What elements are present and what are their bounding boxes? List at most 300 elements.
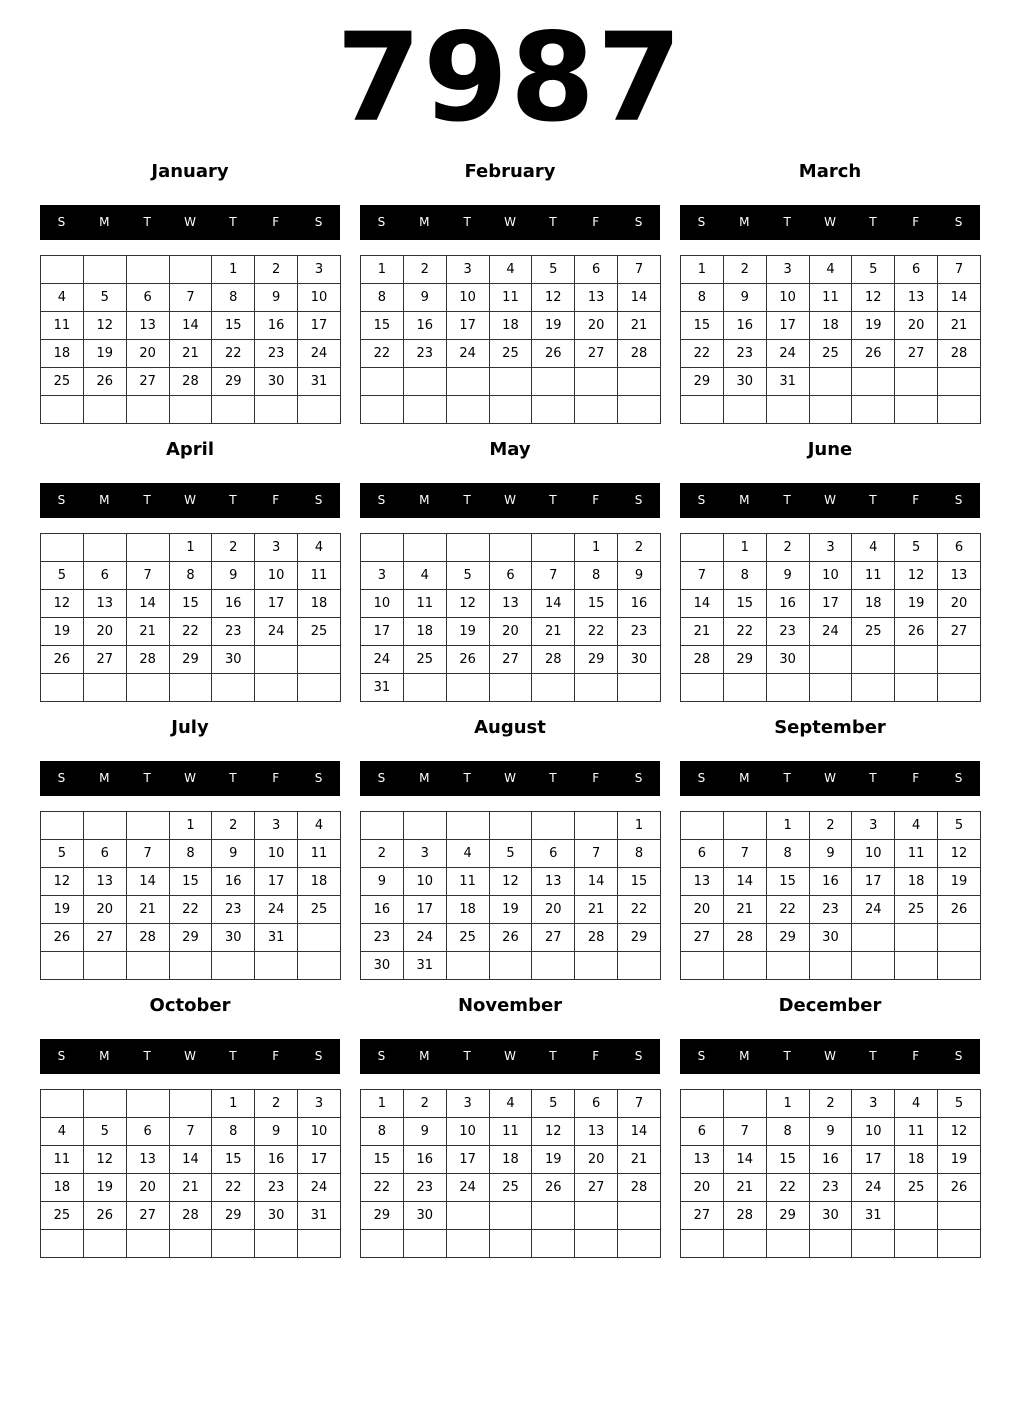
day-cell: 11 (489, 284, 532, 312)
empty-day-cell (83, 1230, 126, 1258)
weekday-label: T (549, 215, 557, 229)
day-cell: 27 (83, 924, 126, 952)
weekday-label: T (229, 493, 237, 507)
empty-day-cell (895, 368, 938, 396)
empty-day-cell (446, 368, 489, 396)
weekday-label: S (314, 215, 323, 229)
weekday-label: W (824, 771, 836, 785)
day-cell: 28 (169, 1202, 212, 1230)
weekday-label: M (739, 215, 750, 229)
empty-day-cell (361, 396, 404, 424)
week-row (361, 284, 661, 312)
day-cell: 21 (723, 1174, 766, 1202)
empty-day-cell (212, 674, 255, 702)
day-cell: 28 (618, 1174, 661, 1202)
day-cell: 6 (575, 1090, 618, 1118)
day-cell: 27 (681, 924, 724, 952)
day-cell: 9 (403, 1118, 446, 1146)
day-cell: 21 (126, 618, 169, 646)
day-cell: 2 (361, 840, 404, 868)
weekday-label: F (592, 215, 600, 229)
week-row (41, 396, 341, 424)
day-cell: 25 (809, 340, 852, 368)
weekday-label: W (504, 493, 516, 507)
day-cell: 29 (169, 646, 212, 674)
day-cell: 3 (255, 812, 298, 840)
day-cell: 16 (361, 896, 404, 924)
day-cell: 1 (361, 1090, 404, 1118)
empty-day-cell (126, 1230, 169, 1258)
day-cell: 23 (403, 340, 446, 368)
day-cell: 1 (361, 256, 404, 284)
empty-day-cell (895, 952, 938, 980)
day-cell: 7 (169, 1118, 212, 1146)
month-name: October (149, 995, 231, 1016)
day-cell: 24 (298, 340, 341, 368)
weekday-label: F (272, 215, 280, 229)
empty-day-cell (681, 1090, 724, 1118)
day-cell: 16 (255, 1146, 298, 1174)
day-cell: 14 (681, 590, 724, 618)
empty-day-cell (169, 256, 212, 284)
day-cell: 16 (618, 590, 661, 618)
day-cell: 9 (403, 284, 446, 312)
day-cell: 29 (575, 646, 618, 674)
day-cell: 30 (255, 1202, 298, 1230)
empty-day-cell (446, 1230, 489, 1258)
day-cell: 24 (852, 1174, 895, 1202)
weekday-label: S (697, 493, 706, 507)
empty-day-cell (255, 674, 298, 702)
empty-day-cell (489, 368, 532, 396)
day-cell: 20 (126, 340, 169, 368)
weekday-label: S (954, 215, 963, 229)
day-cell: 23 (361, 924, 404, 952)
day-cell: 8 (212, 1118, 255, 1146)
day-cell: 1 (212, 1090, 255, 1118)
day-cell: 6 (895, 256, 938, 284)
weekday-label: T (783, 771, 791, 785)
day-cell: 15 (723, 590, 766, 618)
day-cell: 26 (532, 340, 575, 368)
month-name: January (151, 161, 229, 182)
day-cell: 4 (446, 840, 489, 868)
empty-day-cell (489, 674, 532, 702)
day-cell: 20 (575, 312, 618, 340)
day-cell: 28 (938, 340, 981, 368)
day-cell: 16 (212, 868, 255, 896)
day-cell: 29 (766, 1202, 809, 1230)
day-cell: 18 (298, 868, 341, 896)
empty-day-cell (169, 396, 212, 424)
day-cell: 23 (255, 340, 298, 368)
day-cell: 2 (618, 534, 661, 562)
day-cell: 10 (298, 1118, 341, 1146)
day-cell: 20 (681, 1174, 724, 1202)
weekday-label: T (143, 1049, 151, 1063)
day-cell: 1 (618, 812, 661, 840)
week-row (361, 646, 661, 674)
day-cell: 11 (895, 1118, 938, 1146)
weekday-header (680, 761, 980, 796)
day-cell: 24 (446, 340, 489, 368)
empty-day-cell (126, 534, 169, 562)
day-cell: 9 (618, 562, 661, 590)
empty-day-cell (723, 812, 766, 840)
week-row (681, 340, 981, 368)
day-cell: 17 (403, 896, 446, 924)
weekday-header (40, 205, 340, 240)
week-row (681, 1146, 981, 1174)
empty-day-cell (766, 674, 809, 702)
day-cell: 23 (618, 618, 661, 646)
day-cell: 22 (575, 618, 618, 646)
day-cell: 7 (618, 1090, 661, 1118)
day-cell: 16 (403, 1146, 446, 1174)
day-cell: 7 (169, 284, 212, 312)
day-cell: 31 (403, 952, 446, 980)
day-cell: 24 (446, 1174, 489, 1202)
week-row (41, 840, 341, 868)
empty-day-cell (83, 534, 126, 562)
week-row (681, 1230, 981, 1258)
day-cell: 10 (852, 1118, 895, 1146)
empty-day-cell (403, 812, 446, 840)
day-cell: 23 (403, 1174, 446, 1202)
day-cell: 2 (766, 534, 809, 562)
day-cell: 31 (255, 924, 298, 952)
empty-day-cell (403, 368, 446, 396)
empty-day-cell (681, 952, 724, 980)
empty-day-cell (169, 1230, 212, 1258)
empty-day-cell (83, 952, 126, 980)
weekday-label: M (99, 493, 110, 507)
weekday-header (360, 483, 660, 518)
day-grid (360, 1089, 661, 1258)
day-cell: 17 (255, 868, 298, 896)
empty-day-cell (852, 646, 895, 674)
empty-day-cell (532, 674, 575, 702)
week-row (361, 1090, 661, 1118)
empty-day-cell (298, 674, 341, 702)
weekday-label: M (739, 771, 750, 785)
weekday-header (40, 483, 340, 518)
empty-day-cell (575, 1202, 618, 1230)
empty-day-cell (618, 368, 661, 396)
day-cell: 27 (489, 646, 532, 674)
month-name: April (165, 439, 215, 460)
day-cell: 13 (126, 312, 169, 340)
day-cell: 30 (212, 924, 255, 952)
day-cell: 24 (852, 896, 895, 924)
day-grid (40, 1089, 341, 1258)
month-name: July (171, 717, 209, 738)
day-cell: 21 (575, 896, 618, 924)
empty-day-cell (809, 674, 852, 702)
empty-day-cell (809, 396, 852, 424)
weekday-label: S (57, 215, 66, 229)
day-cell: 15 (361, 1146, 404, 1174)
empty-day-cell (41, 1090, 84, 1118)
day-cell: 5 (41, 840, 84, 868)
day-cell: 10 (446, 284, 489, 312)
day-cell: 19 (446, 618, 489, 646)
day-cell: 8 (169, 840, 212, 868)
day-grid (680, 1089, 981, 1258)
day-cell: 13 (575, 284, 618, 312)
day-cell: 3 (361, 562, 404, 590)
day-cell: 20 (938, 590, 981, 618)
week-row (681, 1090, 981, 1118)
empty-day-cell (446, 674, 489, 702)
week-row (41, 646, 341, 674)
day-cell: 12 (41, 590, 84, 618)
day-cell: 11 (298, 840, 341, 868)
week-row (41, 952, 341, 980)
empty-day-cell (938, 674, 981, 702)
weekday-label: T (463, 493, 471, 507)
empty-day-cell (809, 952, 852, 980)
day-cell: 9 (809, 840, 852, 868)
day-cell: 5 (489, 840, 532, 868)
weekday-label: F (592, 1049, 600, 1063)
day-cell: 7 (723, 840, 766, 868)
empty-day-cell (618, 1230, 661, 1258)
week-row (681, 674, 981, 702)
week-row (41, 1118, 341, 1146)
day-cell: 2 (255, 1090, 298, 1118)
day-cell: 9 (723, 284, 766, 312)
day-cell: 17 (766, 312, 809, 340)
day-cell: 11 (298, 562, 341, 590)
week-row (361, 1146, 661, 1174)
empty-day-cell (681, 674, 724, 702)
day-cell: 19 (41, 896, 84, 924)
day-cell: 10 (298, 284, 341, 312)
empty-day-cell (723, 674, 766, 702)
month-name: February (464, 161, 556, 182)
day-cell: 25 (895, 896, 938, 924)
day-cell: 14 (723, 868, 766, 896)
day-cell: 10 (852, 840, 895, 868)
empty-day-cell (446, 1202, 489, 1230)
empty-day-cell (575, 1230, 618, 1258)
day-cell: 27 (575, 1174, 618, 1202)
day-cell: 11 (852, 562, 895, 590)
empty-day-cell (938, 368, 981, 396)
empty-day-cell (83, 674, 126, 702)
week-row (681, 534, 981, 562)
empty-day-cell (41, 396, 84, 424)
day-cell: 6 (489, 562, 532, 590)
day-cell: 23 (809, 896, 852, 924)
weekday-label: M (99, 1049, 110, 1063)
day-cell: 2 (809, 812, 852, 840)
empty-day-cell (126, 256, 169, 284)
weekday-label: T (143, 493, 151, 507)
empty-day-cell (489, 812, 532, 840)
day-cell: 9 (255, 284, 298, 312)
empty-day-cell (126, 952, 169, 980)
weekday-label: T (463, 215, 471, 229)
week-row (361, 618, 661, 646)
day-cell: 31 (361, 674, 404, 702)
day-cell: 7 (681, 562, 724, 590)
weekday-label: T (869, 215, 877, 229)
day-cell: 13 (575, 1118, 618, 1146)
day-cell: 24 (766, 340, 809, 368)
weekday-header (40, 761, 340, 796)
day-cell: 27 (532, 924, 575, 952)
empty-day-cell (361, 368, 404, 396)
empty-day-cell (852, 368, 895, 396)
day-cell: 3 (446, 256, 489, 284)
empty-day-cell (83, 1090, 126, 1118)
empty-day-cell (895, 1230, 938, 1258)
empty-day-cell (723, 1090, 766, 1118)
week-row (41, 590, 341, 618)
day-cell: 24 (361, 646, 404, 674)
empty-day-cell (489, 1230, 532, 1258)
day-cell: 30 (723, 368, 766, 396)
day-cell: 4 (298, 534, 341, 562)
day-cell: 20 (681, 896, 724, 924)
day-cell: 31 (852, 1202, 895, 1230)
day-cell: 1 (575, 534, 618, 562)
empty-day-cell (212, 1230, 255, 1258)
day-cell: 4 (489, 1090, 532, 1118)
day-cell: 20 (126, 1174, 169, 1202)
day-cell: 12 (532, 1118, 575, 1146)
week-row (361, 534, 661, 562)
day-cell: 8 (169, 562, 212, 590)
weekday-label: F (592, 493, 600, 507)
empty-day-cell (575, 812, 618, 840)
weekday-label: T (229, 1049, 237, 1063)
day-cell: 5 (446, 562, 489, 590)
week-row (41, 868, 341, 896)
day-cell: 10 (403, 868, 446, 896)
week-row (361, 368, 661, 396)
weekday-label: F (272, 493, 280, 507)
day-cell: 5 (532, 1090, 575, 1118)
empty-day-cell (532, 396, 575, 424)
empty-day-cell (489, 534, 532, 562)
empty-day-cell (895, 674, 938, 702)
week-row (361, 396, 661, 424)
weekday-header (40, 1039, 340, 1074)
weekday-label: S (697, 1049, 706, 1063)
day-cell: 4 (298, 812, 341, 840)
week-row (41, 1230, 341, 1258)
day-cell: 26 (41, 646, 84, 674)
day-cell: 12 (446, 590, 489, 618)
week-row (361, 812, 661, 840)
day-cell: 14 (169, 312, 212, 340)
weekday-label: M (99, 215, 110, 229)
day-cell: 4 (895, 1090, 938, 1118)
weekday-label: W (184, 771, 196, 785)
day-cell: 12 (83, 312, 126, 340)
day-cell: 23 (766, 618, 809, 646)
day-cell: 8 (618, 840, 661, 868)
empty-day-cell (126, 674, 169, 702)
empty-day-cell (41, 256, 84, 284)
empty-day-cell (403, 674, 446, 702)
empty-day-cell (618, 1202, 661, 1230)
day-cell: 9 (766, 562, 809, 590)
day-cell: 30 (212, 646, 255, 674)
day-cell: 4 (489, 256, 532, 284)
day-cell: 13 (938, 562, 981, 590)
day-cell: 11 (489, 1118, 532, 1146)
day-cell: 26 (41, 924, 84, 952)
day-cell: 31 (766, 368, 809, 396)
day-grid (40, 255, 341, 424)
day-cell: 23 (723, 340, 766, 368)
weekday-label: M (739, 493, 750, 507)
empty-day-cell (723, 952, 766, 980)
day-cell: 24 (298, 1174, 341, 1202)
day-cell: 11 (895, 840, 938, 868)
week-row (681, 646, 981, 674)
day-cell: 7 (618, 256, 661, 284)
day-cell: 13 (681, 868, 724, 896)
day-cell: 7 (938, 256, 981, 284)
day-cell: 17 (255, 590, 298, 618)
day-cell: 11 (809, 284, 852, 312)
day-cell: 12 (938, 1118, 981, 1146)
day-cell: 8 (723, 562, 766, 590)
empty-day-cell (895, 646, 938, 674)
week-row (41, 924, 341, 952)
empty-day-cell (852, 396, 895, 424)
day-cell: 3 (298, 1090, 341, 1118)
day-cell: 17 (298, 1146, 341, 1174)
day-cell: 22 (212, 1174, 255, 1202)
weekday-label: W (504, 215, 516, 229)
weekday-label: T (869, 493, 877, 507)
day-cell: 26 (532, 1174, 575, 1202)
day-cell: 19 (895, 590, 938, 618)
empty-day-cell (575, 368, 618, 396)
day-cell: 9 (255, 1118, 298, 1146)
empty-day-cell (403, 396, 446, 424)
day-cell: 6 (681, 1118, 724, 1146)
day-cell: 6 (126, 284, 169, 312)
weekday-label: S (57, 493, 66, 507)
day-cell: 30 (809, 924, 852, 952)
empty-day-cell (446, 952, 489, 980)
weekday-label: T (783, 215, 791, 229)
week-row (361, 896, 661, 924)
week-row (361, 1202, 661, 1230)
day-cell: 5 (532, 256, 575, 284)
weekday-label: F (272, 771, 280, 785)
week-row (41, 896, 341, 924)
day-cell: 8 (766, 840, 809, 868)
empty-day-cell (618, 952, 661, 980)
empty-day-cell (575, 396, 618, 424)
week-row (41, 1146, 341, 1174)
day-cell: 3 (403, 840, 446, 868)
day-cell: 30 (403, 1202, 446, 1230)
day-cell: 2 (403, 1090, 446, 1118)
weekday-label: W (184, 493, 196, 507)
day-cell: 22 (361, 340, 404, 368)
weekday-label: W (824, 493, 836, 507)
day-cell: 22 (766, 896, 809, 924)
